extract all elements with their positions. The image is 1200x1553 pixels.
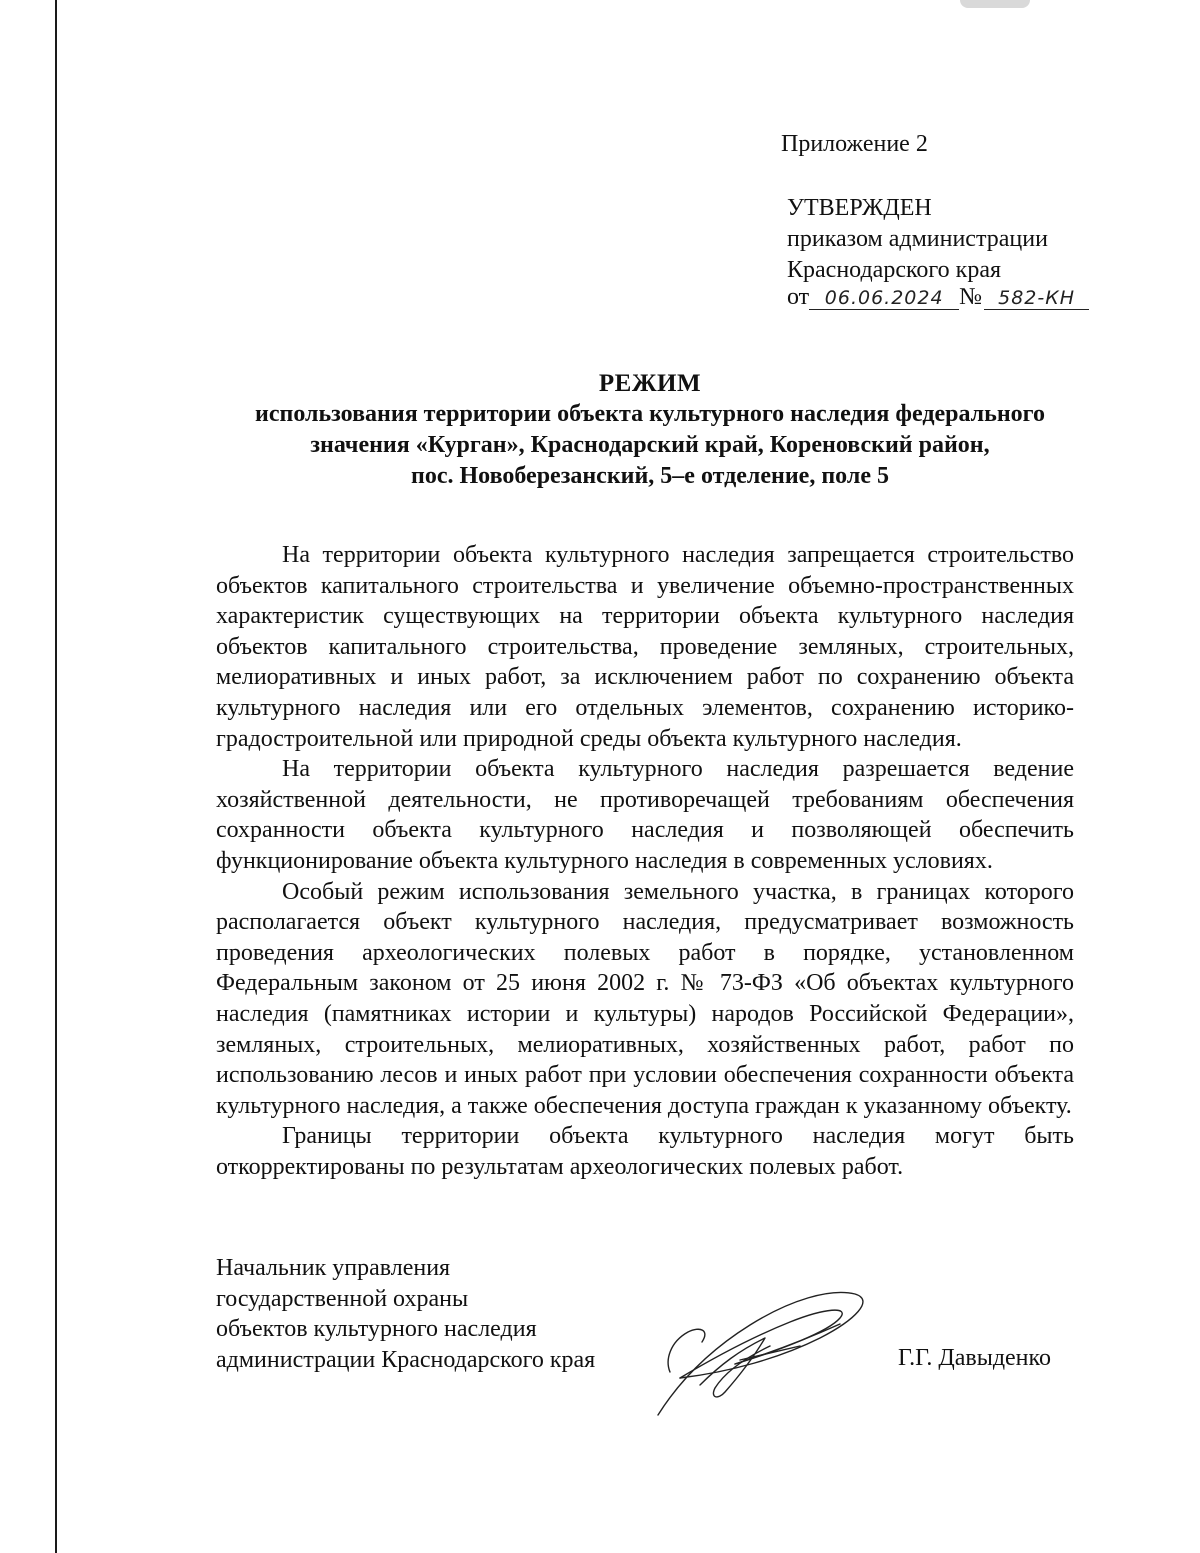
- approval-line: приказом администрации: [787, 226, 1048, 252]
- number-prefix: №: [959, 284, 983, 310]
- appendix-label: Приложение 2: [781, 131, 928, 157]
- date-prefix: от: [787, 284, 810, 310]
- title-line: использования территории объекта культурного наследия федерального: [255, 401, 1045, 427]
- signatory-position: [216, 1253, 595, 1375]
- title-line: пос. Новоберезанский, 5–е отделение, поле 5: [411, 463, 889, 489]
- date-field: 06.06.2024: [809, 287, 959, 310]
- paragraph: Границы территории объекта культурного наследия могут быть откорректированы по результатам археологических полевых работ.: [216, 1123, 1074, 1180]
- position-line: администрации Краснодарского края: [216, 1346, 596, 1373]
- approval-block: [787, 193, 1048, 286]
- position-line: государственной охраны: [216, 1285, 469, 1312]
- position-line: объектов культурного наследия: [216, 1316, 537, 1342]
- position-line: Начальник управления: [216, 1255, 451, 1281]
- paragraph: На территории объекта культурного наследия разрешается ведение хозяйственной деятельности, не противоречащей требованиям обеспечения сохранности объекта культурного наследия и позволяющей обеспечить функционирование объекта культурного наследия в современных условиях.: [216, 756, 1074, 874]
- title-line: значения «Курган», Краснодарский край, Кореновский район,: [310, 432, 990, 458]
- handwritten-signature: [640, 1280, 880, 1420]
- paragraph: Особый режим использования земельного участка, в границах которого располагается объект культурного наследия, предусматривает возможность проведения археологических полевых работ в порядке, установленном Федеральным законом от 25 июня 2002 г. № 73-ФЗ «Об объектах культурного наследия (памятниках истории и культуры) народов Российской Федерации», земляных, строительных, мелиоративных, хозяйственных работ, работ по использованию лесов и иных работ при условии обеспечения сохранности объекта культурного наследия, а также обеспечения доступа граждан к указанному объекту.: [216, 878, 1074, 1119]
- number-field: 582-КН: [984, 287, 1089, 310]
- approval-line: УТВЕРЖДЕН: [787, 195, 932, 221]
- document-body: [216, 540, 1074, 1182]
- approval-date-line: [787, 284, 1089, 311]
- document-title: [200, 368, 1100, 492]
- page-edge: [55, 0, 57, 1553]
- title-heading: РЕЖИМ: [598, 370, 702, 397]
- paragraph: На территории объекта культурного наследия запрещается строительство объектов капитального строительства и увеличение объемно-пространственных характеристик существующих на территории объекта культурного наследия объектов капитального строительства, проведение земляных, строительных, мелиоративных и иных работ, за исключением работ по сохранению объекта культурного наследия или его отдельных элементов, сохранению историко-градостроительной или природной среды объекта культурного наследия.: [216, 542, 1074, 752]
- signatory-name: Г.Г. Давыденко: [898, 1345, 1051, 1371]
- scan-mark: [960, 0, 1030, 8]
- approval-line: Краснодарского края: [787, 257, 1002, 283]
